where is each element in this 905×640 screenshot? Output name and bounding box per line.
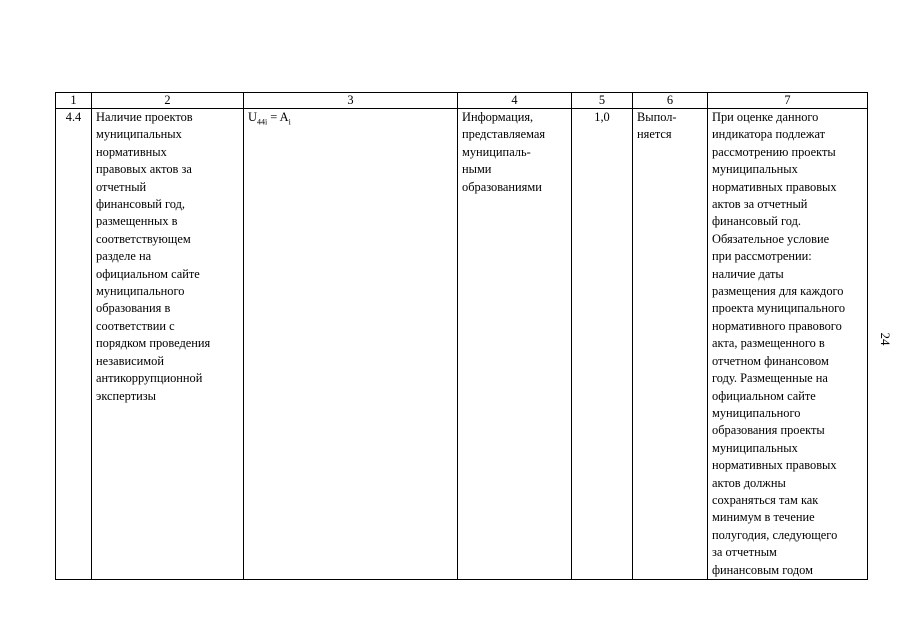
col-header-3: 3 [244, 93, 458, 109]
indicator-name: Наличие проектов муниципальных нормативных правовых актов за отчетный финансовый год, размещенных в соответствующем разделе на официальном сайте муниципального образования в соответствии с порядком проведения независимой антикоррупционной экспертизы [92, 109, 244, 580]
col-header-6: 6 [633, 93, 708, 109]
weight-value: 1,0 [572, 109, 633, 580]
formula-prefix: U [248, 110, 257, 124]
page-number: 24 [878, 332, 893, 346]
row-number: 4.4 [56, 109, 92, 580]
formula-subscript-2: i [288, 117, 291, 127]
formula [244, 109, 458, 580]
col-header-2: 2 [92, 93, 244, 109]
information-source: Информация, представляемая муниципаль- ными образованиями [458, 109, 572, 580]
status-text: Выпол- няется [633, 109, 708, 580]
indicator-table [55, 92, 868, 580]
col-header-4: 4 [458, 93, 572, 109]
formula-subscript: 44i [256, 117, 268, 127]
formula-middle: = A [267, 110, 289, 124]
col-header-5: 5 [572, 93, 633, 109]
col-header-7: 7 [708, 93, 868, 109]
col-header-1: 1 [56, 93, 92, 109]
evaluation-comment: При оценке данного индикатора подлежат рассмотрению проекты муниципальных нормативных правовых актов за отчетный финансовый год. Обязательное условие при рассмотрении: наличие даты размещения для каждого проекта муниципального нормативного правового акта, размещенного в отчетном финансовом году. Размещенные на официальном сайте муниципального образования проекты муниципальных нормативных правовых актов должны сохраняться там как минимум в течение полугодия, следующего за отчетным финансовым годом [708, 109, 868, 580]
header-row [56, 93, 868, 109]
table-row [56, 109, 868, 580]
